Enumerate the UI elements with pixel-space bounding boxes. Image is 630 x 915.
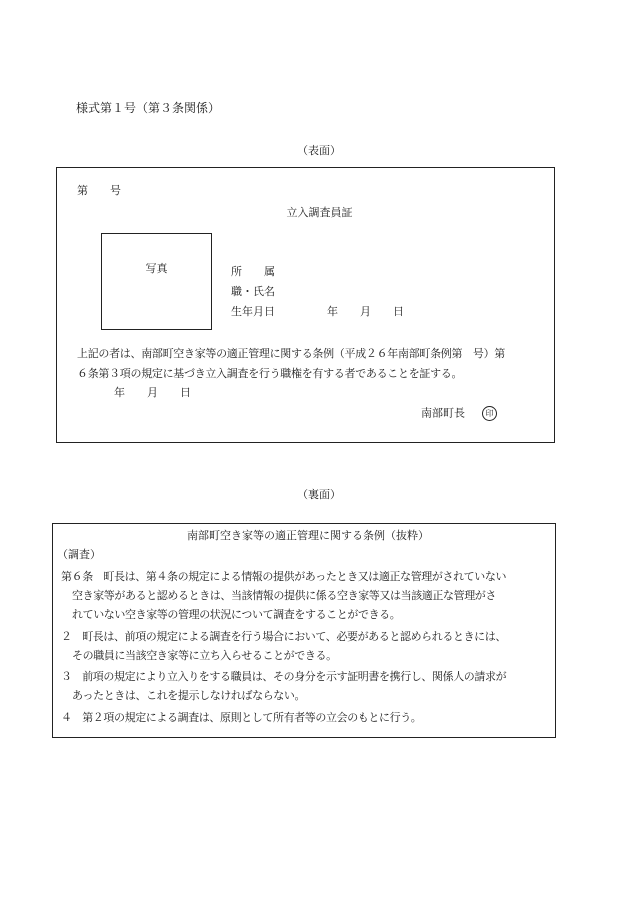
ordinance-line-7: あったときは、これを提示しなければならない。	[72, 689, 306, 702]
ordinance-line-5: その職員に当該空き家等に立ち入らせることができる。	[72, 649, 337, 662]
id-card-front	[56, 167, 555, 443]
ordinance-line-6: ３ 前項の規定により立入りをする職員は、その身分を示す証明書を携行し、関係人の請求が	[61, 670, 507, 683]
id-card-back	[52, 523, 556, 738]
ordinance-line-4: ２ 町長は、前項の規定による調査を行う場合において、必要があると認められるときには、	[61, 630, 506, 643]
certification-line-1: 上記の者は、南部町空き家等の適正管理に関する条例（平成２６年南部町条例第 号）第	[77, 347, 505, 360]
certification-line-2: ６条第３項の規定に基づき立入調査を行う職権を有する者であることを証する。	[77, 367, 463, 380]
issue-date: 年 月 日	[114, 386, 191, 399]
form-label: 様式第１号（第３条関係）	[76, 101, 221, 115]
issuer-name: 南部町長	[421, 406, 465, 420]
ordinance-line-8: ４ 第２項の規定による調査は、原則として所有者等の立会のもとに行う。	[61, 711, 422, 724]
ordinance-title: 南部町空き家等の適正管理に関する条例（抜粋）	[187, 529, 429, 542]
field-affiliation: 所 属	[231, 265, 275, 278]
front-heading: （表面）	[297, 144, 341, 157]
field-birth-date: 生年月日	[231, 305, 275, 318]
back-heading: （裏面）	[297, 488, 341, 501]
card-title: 立入調査員証	[286, 206, 353, 219]
card-number-label: 第 号	[77, 184, 121, 197]
ordinance-line-2: 空き家等があると認めるときは、当該情報の提供に係る空き家等又は当該適正な管理がさ	[72, 589, 496, 602]
photo-placeholder	[101, 233, 212, 330]
birth-date-parts: 年 月 日	[327, 305, 404, 318]
photo-label: 写真	[145, 262, 168, 275]
issuer-line	[421, 406, 497, 421]
section-heading: （調査）	[57, 548, 101, 561]
ordinance-line-1: 第６条 町長は、第４条の規定による情報の提供があったとき又は適正な管理がされていない	[61, 570, 507, 583]
field-title-name: 職・氏名	[231, 285, 275, 298]
seal-icon: 印	[482, 406, 497, 421]
ordinance-line-3: れていない空き家等の管理の状況について調査をすることができる。	[72, 608, 401, 621]
